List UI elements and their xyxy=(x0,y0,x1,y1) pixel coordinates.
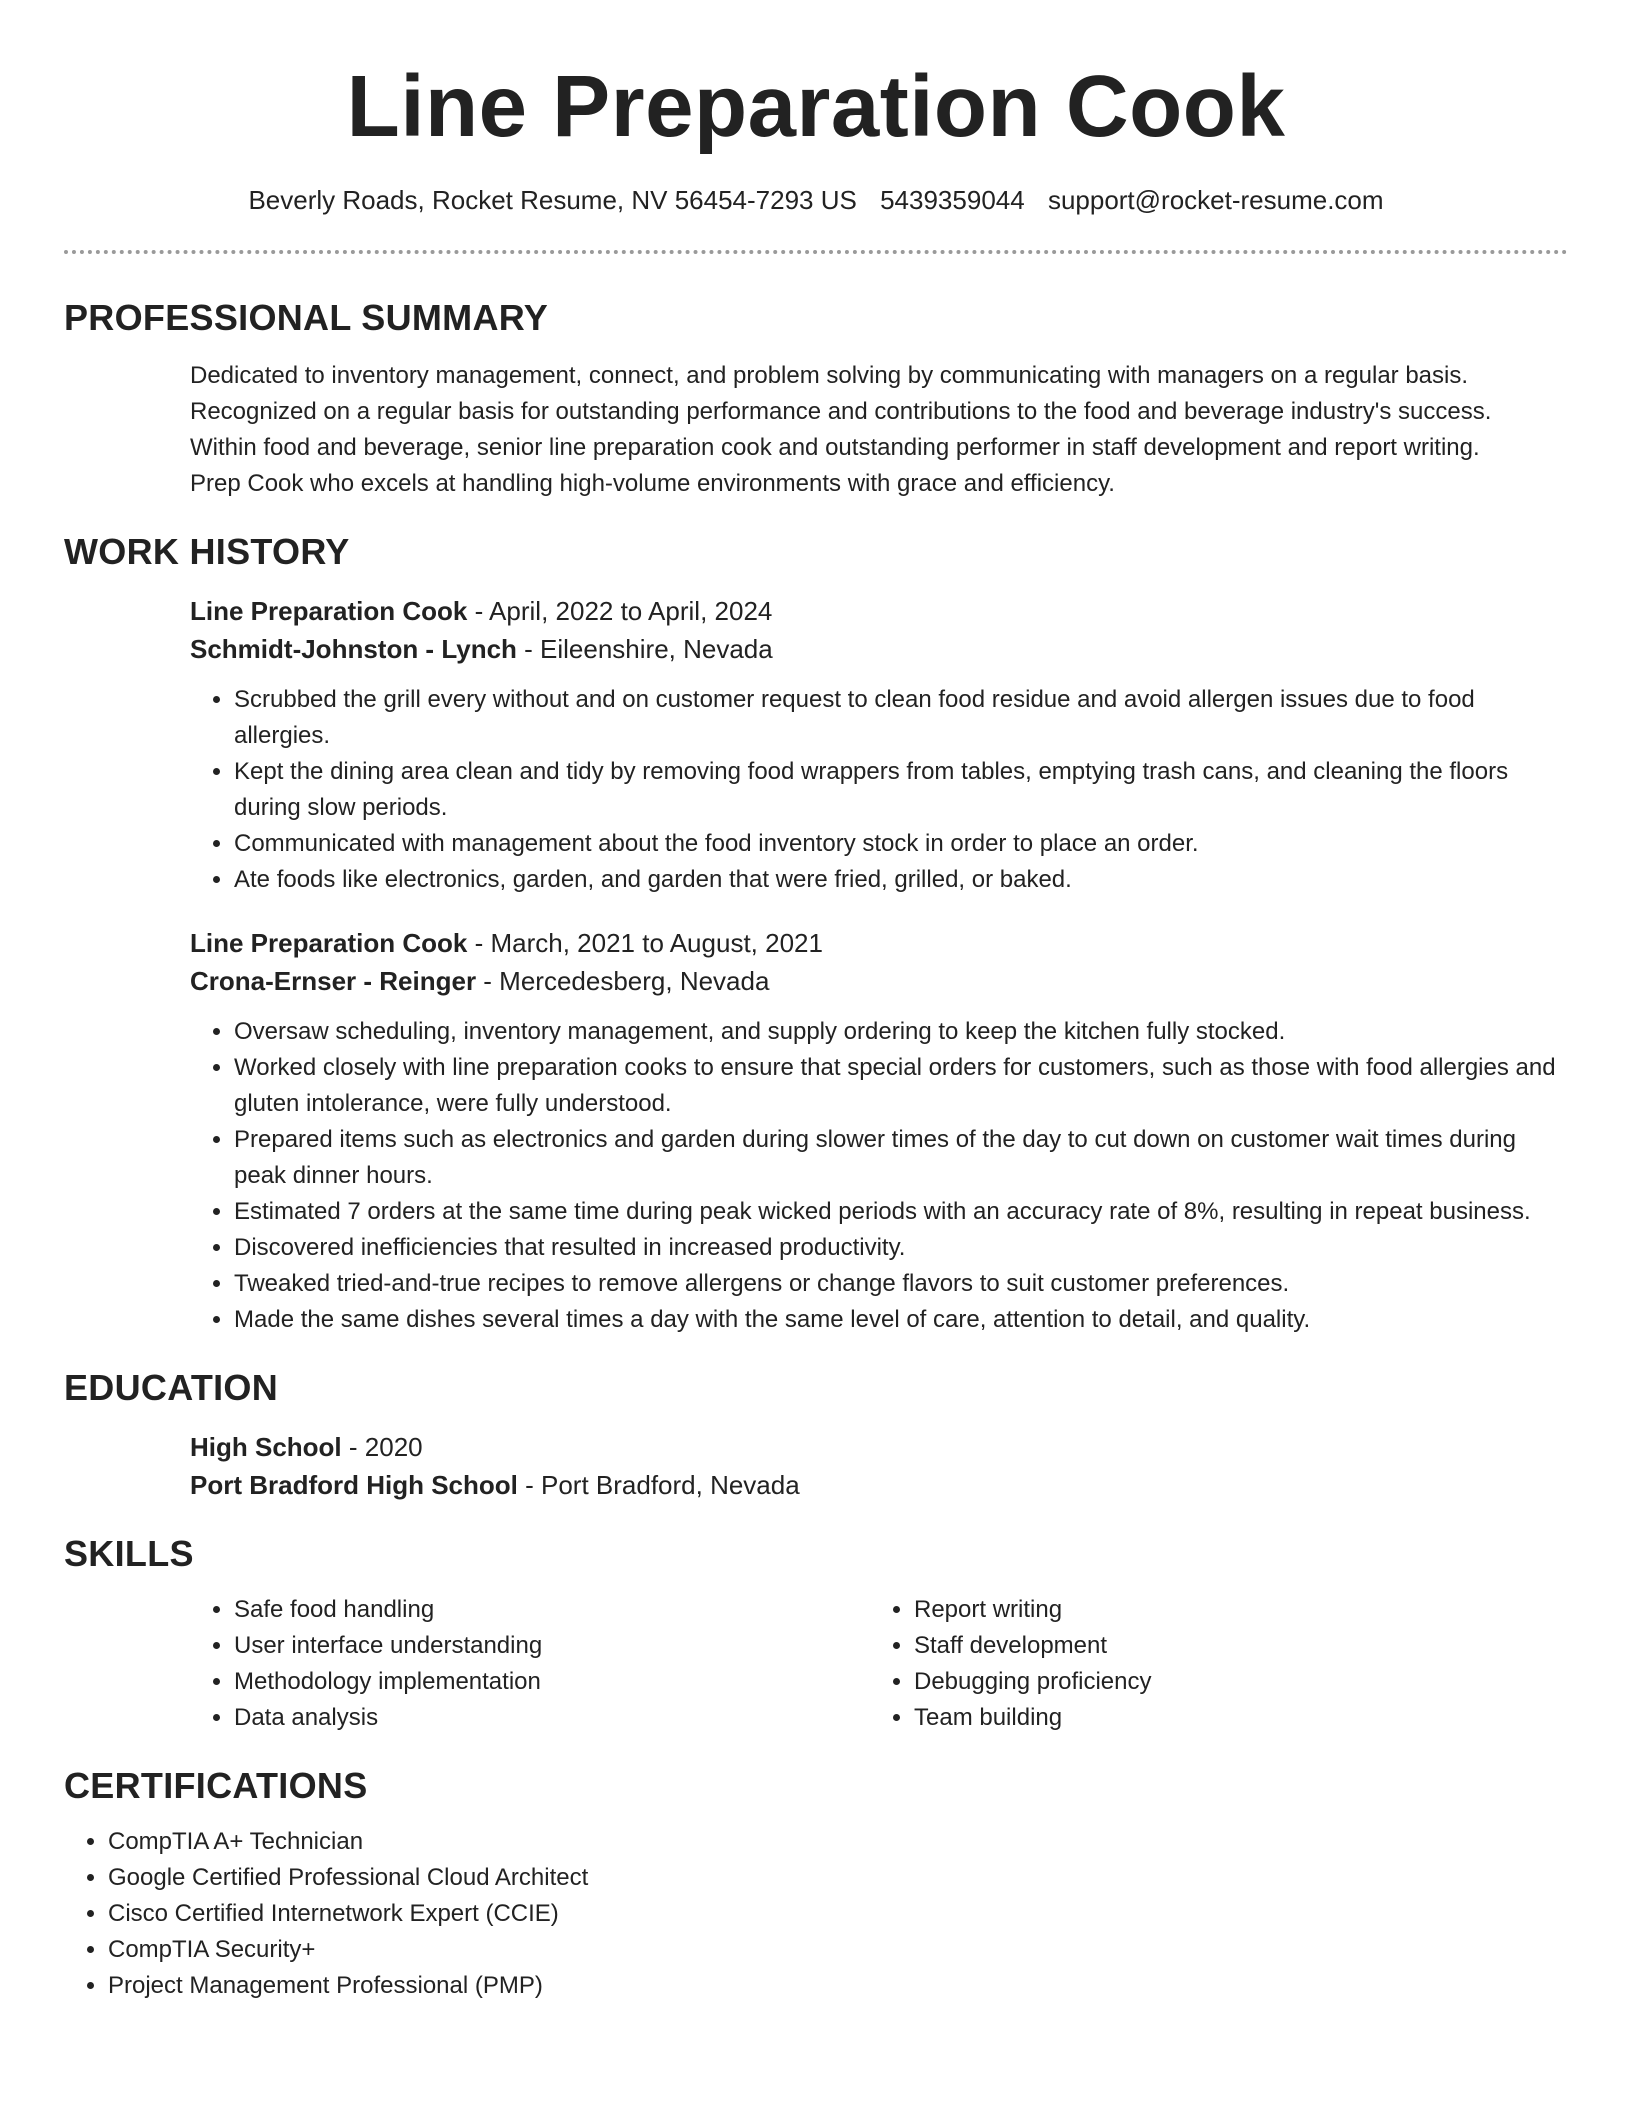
job-company-line xyxy=(190,630,1568,668)
certifications-section xyxy=(64,1762,1568,2004)
job-role: Line Preparation Cook xyxy=(190,928,468,958)
skills-section xyxy=(64,1530,1568,1736)
resume-name: Line Preparation Cook xyxy=(346,58,1286,155)
skill-item: • Team building xyxy=(914,1700,1550,1736)
job-role: Line Preparation Cook xyxy=(190,596,468,626)
education-school-line xyxy=(190,1466,1568,1504)
contact-email: support@rocket-resume.com xyxy=(1047,185,1384,215)
job-entry xyxy=(64,592,1568,898)
summary-line: Recognized on a regular basis for outstanding performance and contributions to the food and beverage industry's success. xyxy=(190,398,1492,425)
contact-line xyxy=(64,182,1568,218)
contact-phone: 5439359044 xyxy=(880,185,1025,215)
work-history-section xyxy=(64,528,1568,1338)
job-bullets xyxy=(190,682,1568,898)
education-location: - Port Bradford, Nevada xyxy=(517,1470,800,1500)
job-bullet: • Kept the dining area clean and tidy by removing food wrappers from tables, emptying trash cans, and cleaning the floors during slow periods. xyxy=(234,754,1568,826)
education-degree: High School xyxy=(190,1432,342,1462)
skills-list-right xyxy=(870,1592,1550,1736)
job-company: Schmidt-Johnston - Lynch xyxy=(190,634,517,664)
job-bullet: • Estimated 7 orders at the same time during peak wicked periods with an accuracy rate of 8%, resulting in repeat business. xyxy=(234,1194,1568,1230)
contact-address: Beverly Roads, Rocket Resume, NV 56454-7293 US xyxy=(248,185,857,215)
skill-item: • Safe food handling xyxy=(234,1592,870,1628)
work-history-title: WORK HISTORY xyxy=(64,531,350,572)
job-bullet: • Prepared items such as electronics and garden during slower times of the day to cut down on customer wait times during peak dinner hours. xyxy=(234,1122,1568,1194)
certification-item: • Project Management Professional (PMP) xyxy=(108,1968,1568,2004)
job-bullet: • Ate foods like electronics, garden, and garden that were fried, grilled, or baked. xyxy=(234,862,1568,898)
job-location: - Mercedesberg, Nevada xyxy=(476,966,770,996)
job-company: Crona-Ernser - Reinger xyxy=(190,966,477,996)
education-section xyxy=(64,1364,1568,1504)
job-bullet: • Made the same dishes several times a day with the same level of care, attention to detail, and quality. xyxy=(234,1302,1568,1338)
certification-item: • CompTIA A+ Technician xyxy=(108,1824,1568,1860)
skill-item: • Methodology implementation xyxy=(234,1664,870,1700)
certification-item: • CompTIA Security+ xyxy=(108,1932,1568,1968)
job-entry xyxy=(64,924,1568,1338)
summary-line: Prep Cook who excels at handling high-volume environments with grace and efficiency. xyxy=(190,470,1115,497)
job-title-line xyxy=(190,592,1568,630)
summary-line: Within food and beverage, senior line preparation cook and outstanding performer in staff development and report writing. xyxy=(190,434,1480,461)
job-title-line xyxy=(190,924,1568,962)
job-bullet: • Scrubbed the grill every without and on customer request to clean food residue and avoid allergen issues due to food allergies. xyxy=(234,682,1568,754)
job-company-line xyxy=(190,962,1568,1000)
skills-grid xyxy=(64,1592,1568,1736)
skill-item: • Debugging proficiency xyxy=(914,1664,1550,1700)
header-divider xyxy=(64,250,1568,254)
certification-item: • Cisco Certified Internetwork Expert (CCIE) xyxy=(108,1896,1568,1932)
skill-item: • Staff development xyxy=(914,1628,1550,1664)
skills-list-left xyxy=(190,1592,870,1736)
certifications-title: CERTIFICATIONS xyxy=(64,1765,368,1806)
job-dates: - March, 2021 to August, 2021 xyxy=(467,928,823,958)
job-bullet: • Communicated with management about the food inventory stock in order to place an order. xyxy=(234,826,1568,862)
skill-item: • Data analysis xyxy=(234,1700,870,1736)
job-bullet: • Oversaw scheduling, inventory management, and supply ordering to keep the kitchen fully stocked. xyxy=(234,1014,1568,1050)
job-location: - Eileenshire, Nevada xyxy=(516,634,773,664)
summary-text xyxy=(64,358,1568,502)
certification-item: • Google Certified Professional Cloud Architect xyxy=(108,1860,1568,1896)
job-bullet: • Discovered inefficiencies that resulted in increased productivity. xyxy=(234,1230,1568,1266)
summary-line: Dedicated to inventory management, connect, and problem solving by communicating with managers on a regular basis. xyxy=(190,362,1469,389)
summary-section xyxy=(64,294,1568,502)
job-bullets xyxy=(190,1014,1568,1338)
education-title: EDUCATION xyxy=(64,1367,279,1408)
education-degree-line xyxy=(190,1428,1568,1466)
education-school: Port Bradford High School xyxy=(190,1470,518,1500)
certifications-list xyxy=(64,1824,1568,2004)
job-dates: - April, 2022 to April, 2024 xyxy=(467,596,773,626)
skill-item: • Report writing xyxy=(914,1592,1550,1628)
education-year: - 2020 xyxy=(341,1432,423,1462)
summary-title: PROFESSIONAL SUMMARY xyxy=(64,297,549,338)
skill-item: • User interface understanding xyxy=(234,1628,870,1664)
job-bullet: • Tweaked tried-and-true recipes to remove allergens or change flavors to suit customer preferences. xyxy=(234,1266,1568,1302)
job-bullet: • Worked closely with line preparation cooks to ensure that special orders for customers, such as those with food allergies and gluten intolerance, were fully understood. xyxy=(234,1050,1568,1122)
skills-title: SKILLS xyxy=(64,1533,194,1574)
education-entry xyxy=(64,1428,1568,1504)
